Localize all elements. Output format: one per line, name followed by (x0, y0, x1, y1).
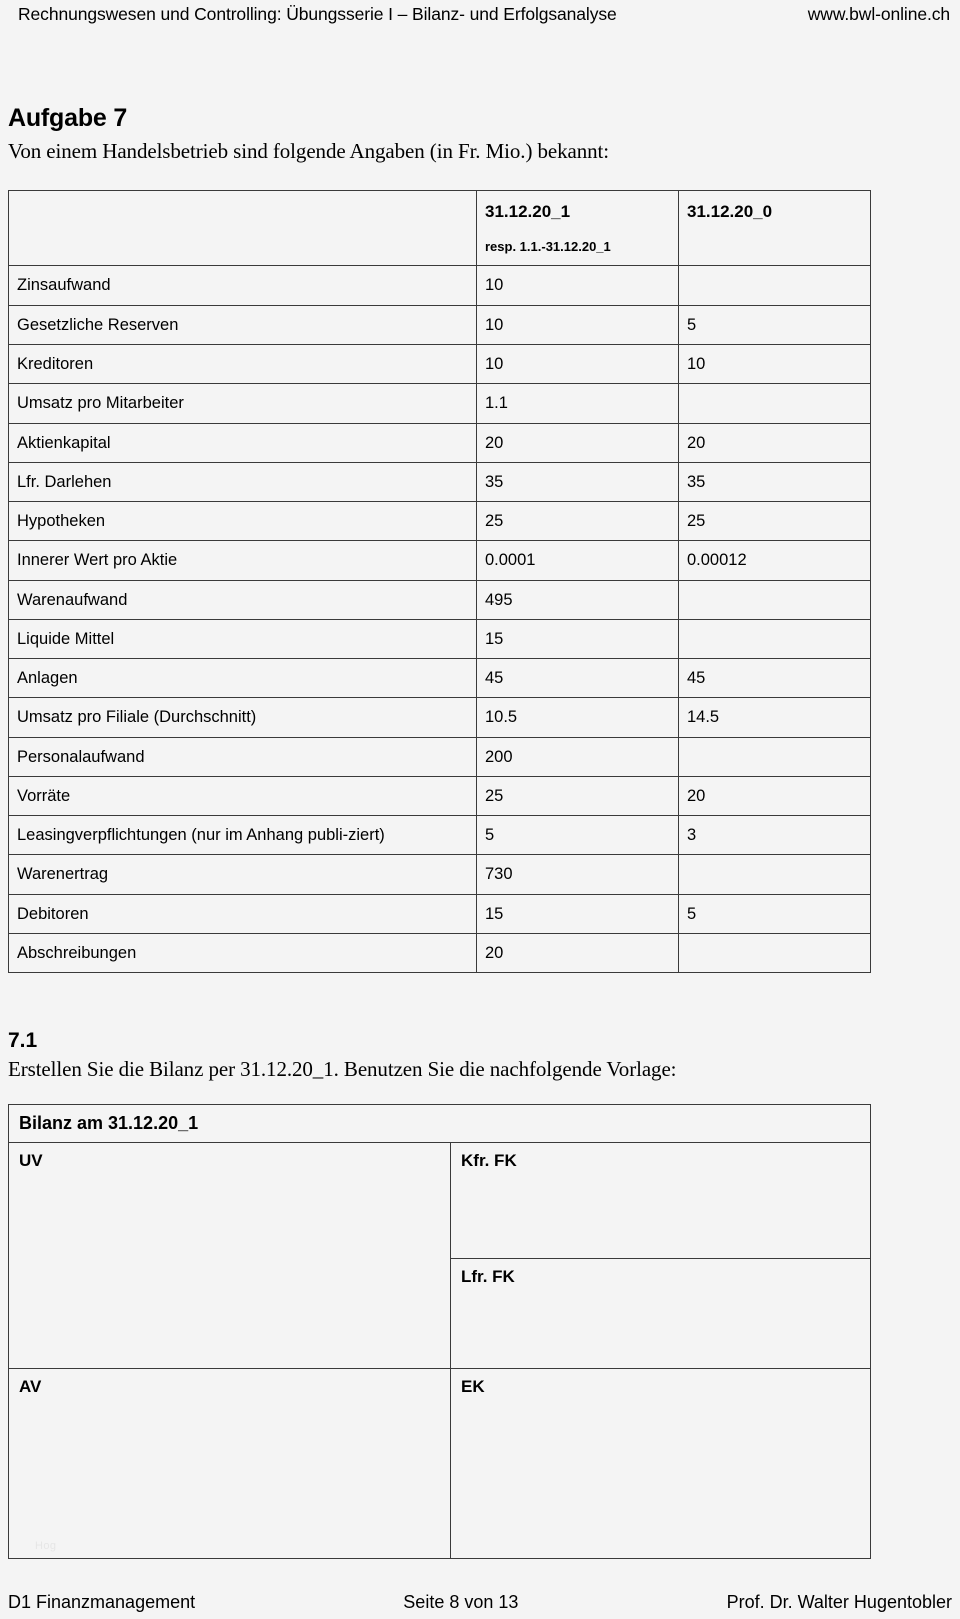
page-header (18, 4, 950, 30)
row-value-period-0: 20 (679, 423, 871, 462)
balance-sheet-row-uv-kfr (9, 1143, 871, 1259)
row-value-period-1: 35 (477, 462, 679, 501)
balance-cell-kfr-fk[interactable]: Kfr. FK (451, 1143, 871, 1259)
column-header-period-1-date: 31.12.20_1 (485, 202, 571, 221)
row-value-period-1: 1.1 (477, 384, 679, 423)
task-intro-text: Von einem Handelsbetrieb sind folgende Angaben (in Fr. Mio.) bekannt: (8, 139, 610, 163)
column-header-label (9, 191, 477, 266)
row-label: Anlagen (9, 659, 477, 698)
table-row (9, 737, 871, 776)
column-header-period-0-date: 31.12.20_0 (687, 202, 773, 221)
table-row (9, 345, 871, 384)
table-row (9, 934, 871, 973)
row-value-period-0: 3 (679, 816, 871, 855)
financial-data-table-body (9, 266, 871, 973)
row-value-period-1: 20 (477, 423, 679, 462)
row-value-period-0: 45 (679, 659, 871, 698)
row-label: Umsatz pro Filiale (Durchschnitt) (9, 698, 477, 737)
row-value-period-0 (679, 737, 871, 776)
row-value-period-1: 10.5 (477, 698, 679, 737)
row-value-period-1: 730 (477, 855, 679, 894)
table-row (9, 423, 871, 462)
column-header-period-1-range: resp. 1.1.-31.12.20_1 (485, 238, 611, 254)
table-row (9, 502, 871, 541)
row-label: Vorräte (9, 776, 477, 815)
row-value-period-1: 15 (477, 894, 679, 933)
balance-sheet-title: Bilanz am 31.12.20_1 (9, 1105, 871, 1143)
row-label: Debitoren (9, 894, 477, 933)
header-website-url: www.bwl-online.ch (807, 4, 950, 24)
row-value-period-0: 0.00012 (679, 541, 871, 580)
balance-cell-uv[interactable]: UV (9, 1143, 451, 1369)
footer-course-name: D1 Finanzmanagement (8, 1592, 196, 1612)
table-row (9, 659, 871, 698)
row-value-period-0 (679, 619, 871, 658)
balance-sheet-title-row (9, 1105, 871, 1143)
balance-sheet-template (8, 1104, 871, 1559)
page-title: Aufgabe 7 (8, 104, 128, 132)
balance-cell-ek[interactable]: EK (451, 1369, 871, 1559)
faint-watermark-text: Hog (35, 1540, 57, 1553)
section-71-instruction: Erstellen Sie die Bilanz per 31.12.20_1. Benutzen Sie die nachfolgende Vorlage: (8, 1057, 677, 1082)
row-value-period-1: 0.0001 (477, 541, 679, 580)
financial-data-table (8, 190, 871, 973)
column-header-period-0 (679, 191, 871, 266)
table-row (9, 305, 871, 344)
row-value-period-1: 45 (477, 659, 679, 698)
row-label: Hypotheken (9, 502, 477, 541)
balance-cell-av-label: AV (19, 1377, 42, 1397)
row-value-period-1: 15 (477, 619, 679, 658)
balance-sheet-row-av-ek (9, 1369, 871, 1559)
table-row (9, 698, 871, 737)
row-value-period-1: 200 (477, 737, 679, 776)
table-row (9, 580, 871, 619)
page-footer (8, 1592, 952, 1613)
row-label: Lfr. Darlehen (9, 462, 477, 501)
section-number-71: 7.1 (8, 1029, 38, 1053)
row-value-period-0: 5 (679, 894, 871, 933)
column-header-period-1 (477, 191, 679, 266)
header-document-title: Rechnungswesen und Controlling: Übungsserie I – Bilanz- und Erfolgsanalyse (18, 4, 617, 24)
table-row (9, 384, 871, 423)
row-label: Kreditoren (9, 345, 477, 384)
table-row (9, 462, 871, 501)
row-value-period-0: 14.5 (679, 698, 871, 737)
table-row (9, 619, 871, 658)
row-value-period-1: 10 (477, 305, 679, 344)
table-row (9, 266, 871, 305)
row-value-period-0: 25 (679, 502, 871, 541)
table-row (9, 855, 871, 894)
row-value-period-0: 35 (679, 462, 871, 501)
row-value-period-0: 20 (679, 776, 871, 815)
row-value-period-0 (679, 934, 871, 973)
footer-author-name: Prof. Dr. Walter Hugentobler (726, 1592, 952, 1612)
row-value-period-0 (679, 384, 871, 423)
balance-cell-lfr-fk[interactable]: Lfr. FK (451, 1259, 871, 1369)
row-value-period-1: 20 (477, 934, 679, 973)
row-value-period-0 (679, 580, 871, 619)
row-value-period-1: 495 (477, 580, 679, 619)
row-label: Liquide Mittel (9, 619, 477, 658)
table-row (9, 541, 871, 580)
row-value-period-1: 25 (477, 776, 679, 815)
row-value-period-1: 10 (477, 266, 679, 305)
row-value-period-0: 5 (679, 305, 871, 344)
row-label: Personalaufwand (9, 737, 477, 776)
table-row (9, 776, 871, 815)
row-label: Zinsaufwand (9, 266, 477, 305)
row-value-period-1: 10 (477, 345, 679, 384)
row-label: Innerer Wert pro Aktie (9, 541, 477, 580)
row-value-period-0: 10 (679, 345, 871, 384)
balance-cell-av[interactable] (9, 1369, 451, 1559)
row-label: Warenertrag (9, 855, 477, 894)
row-value-period-0 (679, 855, 871, 894)
row-value-period-1: 5 (477, 816, 679, 855)
row-label: Warenaufwand (9, 580, 477, 619)
table-row (9, 894, 871, 933)
row-label: Aktienkapital (9, 423, 477, 462)
row-value-period-0 (679, 266, 871, 305)
row-value-period-1: 25 (477, 502, 679, 541)
table-row (9, 816, 871, 855)
row-label: Gesetzliche Reserven (9, 305, 477, 344)
page-content (8, 104, 952, 1559)
row-label: Abschreibungen (9, 934, 477, 973)
footer-page-number: Seite 8 von 13 (403, 1592, 519, 1612)
row-label: Umsatz pro Mitarbeiter (9, 384, 477, 423)
table-header-row (9, 191, 871, 266)
row-label: Leasingverpflichtungen (nur im Anhang publi-ziert) (9, 816, 477, 855)
